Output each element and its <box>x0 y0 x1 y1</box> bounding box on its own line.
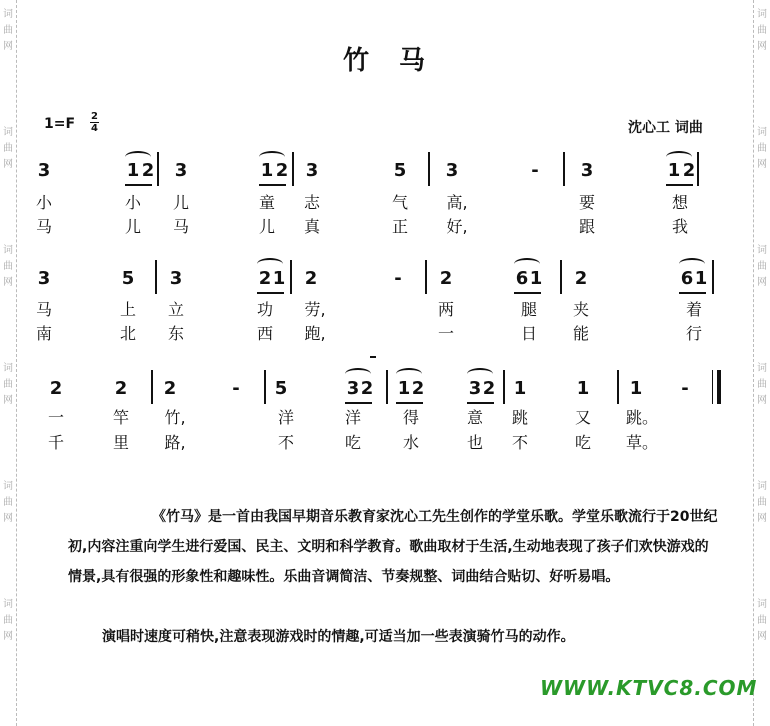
lyric: 路, <box>164 433 186 452</box>
note: 2 <box>411 378 425 399</box>
final-barline-thick <box>717 370 721 404</box>
lyric: 能 <box>572 324 589 343</box>
lyric: 草。 <box>626 433 659 452</box>
lyric: 吃 <box>344 433 361 452</box>
watermark-glyph: 曲 <box>3 615 13 626</box>
slur <box>259 151 285 163</box>
watermark-glyph: 词 <box>3 363 13 374</box>
lyric: 行 <box>685 324 702 343</box>
watermark-glyph: 网 <box>3 277 13 288</box>
note: 1 <box>126 160 140 181</box>
watermark-glyph: 词 <box>757 363 767 374</box>
watermark-glyph: 词 <box>757 481 767 492</box>
barline <box>697 152 699 186</box>
author-credit: 沈心工 词曲 <box>628 120 703 136</box>
lyric: 跑, <box>304 324 326 343</box>
lyric: 上 <box>119 300 136 319</box>
barline <box>503 370 505 404</box>
watermark-glyph: 曲 <box>757 25 767 36</box>
lyric: 儿 <box>124 217 141 236</box>
note: 1 <box>260 160 274 181</box>
watermark-glyph: 词 <box>3 481 13 492</box>
lyric: 意 <box>466 408 483 427</box>
score-row-1-lyrics-verse-2 <box>0 214 770 244</box>
lyric: 吃 <box>574 433 591 452</box>
note: 2 <box>49 378 63 399</box>
barline <box>563 152 565 186</box>
slur <box>514 258 540 270</box>
note: 3 <box>174 160 188 181</box>
lyric: 跳 <box>511 408 528 427</box>
lyric: 要 <box>578 193 595 212</box>
lyric: 又 <box>574 408 591 427</box>
watermark-glyph: 曲 <box>3 379 13 390</box>
lyric: 跟 <box>578 217 595 236</box>
site-watermark-url[interactable]: WWW.KTVC8.COM <box>540 676 758 700</box>
barline <box>264 370 266 404</box>
lyric: 千 <box>47 433 64 452</box>
lyric: 高, <box>446 193 468 212</box>
watermark-glyph: 网 <box>3 41 13 52</box>
lyric: 也 <box>466 433 483 452</box>
watermark-glyph: 网 <box>757 277 767 288</box>
watermark-glyph: 词 <box>3 127 13 138</box>
score-row-3-notes <box>0 378 770 408</box>
note: - <box>232 378 240 399</box>
note: 5 <box>393 160 407 181</box>
watermark-glyph: 词 <box>757 245 767 256</box>
beam <box>679 292 706 294</box>
beam <box>514 292 541 294</box>
lyric: 马 <box>35 217 52 236</box>
final-barline-thin <box>712 370 713 404</box>
lyric: 南 <box>35 324 52 343</box>
barline <box>151 370 153 404</box>
note: 3 <box>445 160 459 181</box>
lyric: 功 <box>256 300 273 319</box>
barline <box>292 152 294 186</box>
watermark-glyph: 网 <box>757 41 767 52</box>
watermark-glyph: 曲 <box>757 379 767 390</box>
score-row-2-lyrics-verse-2 <box>0 321 770 351</box>
note: 2 <box>439 268 453 289</box>
lyric: 不 <box>511 433 528 452</box>
lyric: 小 <box>124 193 141 212</box>
barline <box>425 260 427 294</box>
lyric: 腿 <box>520 300 537 319</box>
song-title: 竹 马 <box>342 46 427 76</box>
lyric: 一 <box>47 408 64 427</box>
watermark-glyph: 曲 <box>3 25 13 36</box>
lyric: 洋 <box>277 408 294 427</box>
note: 3 <box>580 160 594 181</box>
beam <box>345 402 372 404</box>
time-signature-bottom: 4 <box>91 123 98 134</box>
lyric: 不 <box>277 433 294 452</box>
lyric: 着 <box>685 300 702 319</box>
lyric: 北 <box>119 324 136 343</box>
watermark-glyph: 词 <box>3 599 13 610</box>
note: 1 <box>576 378 590 399</box>
description-paragraph-1: 《竹马》是一首由我国早期音乐教育家沈心工先生创作的学堂乐歌。学堂乐歌流行于20世纪初,内容注重向学生进行爱国、民主、文明和科学教育。歌曲取材于生活,生动地表现了孩子们欢快游戏的情景,具有很强的形象性和趣味性。乐曲音调简洁、节奏规整、词曲结合贴切、好听易唱。 <box>68 509 718 585</box>
lyric: 儿 <box>172 193 189 212</box>
barline <box>157 152 159 186</box>
time-signature-top: 2 <box>91 111 98 122</box>
note: 3 <box>37 268 51 289</box>
key-signature: 1=F <box>44 116 76 132</box>
slur <box>257 258 283 270</box>
watermark-glyph: 网 <box>3 395 13 406</box>
watermark-glyph: 网 <box>757 395 767 406</box>
note: 1 <box>397 378 411 399</box>
score-row-1-notes <box>0 160 770 190</box>
watermark-glyph: 词 <box>757 9 767 20</box>
watermark-glyph: 曲 <box>3 497 13 508</box>
lyric: 想 <box>671 193 688 212</box>
lyric: 水 <box>402 433 419 452</box>
note: 2 <box>360 378 374 399</box>
description-paragraph-2: 演唱时速度可稍快,注意表现游戏时的情趣,可适当加一些表演骑竹马的动作。 <box>102 629 575 645</box>
watermark-glyph: 曲 <box>3 261 13 272</box>
beam <box>257 292 284 294</box>
beam <box>666 184 693 186</box>
note: 1 <box>272 268 286 289</box>
lyric: 里 <box>112 433 129 452</box>
note: - <box>531 160 539 181</box>
barline <box>386 370 388 404</box>
note: 1 <box>513 378 527 399</box>
note: 1 <box>529 268 543 289</box>
note: 1 <box>629 378 643 399</box>
slur <box>125 151 151 163</box>
barline <box>290 260 292 294</box>
note: 2 <box>304 268 318 289</box>
slur <box>679 258 705 270</box>
note: 2 <box>682 160 696 181</box>
lyric: 夹 <box>572 300 589 319</box>
note: 6 <box>680 268 694 289</box>
note: 3 <box>305 160 319 181</box>
watermark-glyph: 网 <box>757 513 767 524</box>
beam <box>467 402 494 404</box>
note: - <box>681 378 689 399</box>
note: 2 <box>114 378 128 399</box>
lyric: 东 <box>167 324 184 343</box>
watermark-glyph: 曲 <box>3 143 13 154</box>
lyric: 洋 <box>344 408 361 427</box>
watermark-glyph: 词 <box>3 9 13 20</box>
slur <box>396 368 422 380</box>
lyric: 跳。 <box>626 408 659 427</box>
barline <box>617 370 619 404</box>
lyric: 小 <box>35 193 52 212</box>
lyric: 真 <box>303 217 320 236</box>
tick-mark <box>370 356 376 358</box>
watermark-glyph: 网 <box>757 631 767 642</box>
lyric: 日 <box>520 324 537 343</box>
lyric: 一 <box>437 324 454 343</box>
lyric: 立 <box>167 300 184 319</box>
watermark-glyph: 网 <box>757 159 767 170</box>
note: - <box>394 268 402 289</box>
lyric: 马 <box>35 300 52 319</box>
watermark-glyph: 曲 <box>757 615 767 626</box>
watermark-glyph: 词 <box>757 599 767 610</box>
note: 5 <box>121 268 135 289</box>
note: 2 <box>482 378 496 399</box>
lyric: 儿 <box>258 217 275 236</box>
time-signature <box>90 111 99 134</box>
slur <box>345 368 371 380</box>
lyric: 志 <box>303 193 320 212</box>
lyric: 得 <box>402 408 419 427</box>
note: 6 <box>515 268 529 289</box>
beam <box>125 184 152 186</box>
slur <box>666 151 692 163</box>
lyric: 好, <box>446 217 468 236</box>
lyric: 气 <box>391 193 408 212</box>
barline <box>428 152 430 186</box>
watermark-glyph: 网 <box>3 159 13 170</box>
watermark-glyph: 网 <box>3 631 13 642</box>
slur <box>467 368 493 380</box>
beam <box>396 402 423 404</box>
watermark-glyph: 曲 <box>757 497 767 508</box>
watermark-glyph: 曲 <box>757 261 767 272</box>
lyric: 竿 <box>112 408 129 427</box>
note: 2 <box>574 268 588 289</box>
lyric: 竹, <box>164 408 186 427</box>
lyric: 西 <box>256 324 273 343</box>
watermark-glyph: 网 <box>3 513 13 524</box>
barline <box>712 260 714 294</box>
barline <box>560 260 562 294</box>
lyric: 我 <box>671 217 688 236</box>
barline <box>155 260 157 294</box>
note: 3 <box>169 268 183 289</box>
lyric: 马 <box>172 217 189 236</box>
score-row-3-lyrics-verse-2 <box>0 430 770 460</box>
note: 1 <box>694 268 708 289</box>
note: 2 <box>141 160 155 181</box>
lyric: 正 <box>391 217 408 236</box>
watermark-glyph: 词 <box>3 245 13 256</box>
note: 2 <box>163 378 177 399</box>
lyric: 童 <box>258 193 275 212</box>
note: 5 <box>274 378 288 399</box>
note: 3 <box>346 378 360 399</box>
note: 1 <box>667 160 681 181</box>
note: 3 <box>468 378 482 399</box>
lyric: 两 <box>437 300 454 319</box>
note: 3 <box>37 160 51 181</box>
watermark-glyph: 词 <box>757 127 767 138</box>
note: 2 <box>275 160 289 181</box>
lyric: 劳, <box>304 300 326 319</box>
score-row-2-notes <box>0 268 770 298</box>
beam <box>259 184 286 186</box>
note: 2 <box>258 268 272 289</box>
watermark-glyph: 曲 <box>757 143 767 154</box>
